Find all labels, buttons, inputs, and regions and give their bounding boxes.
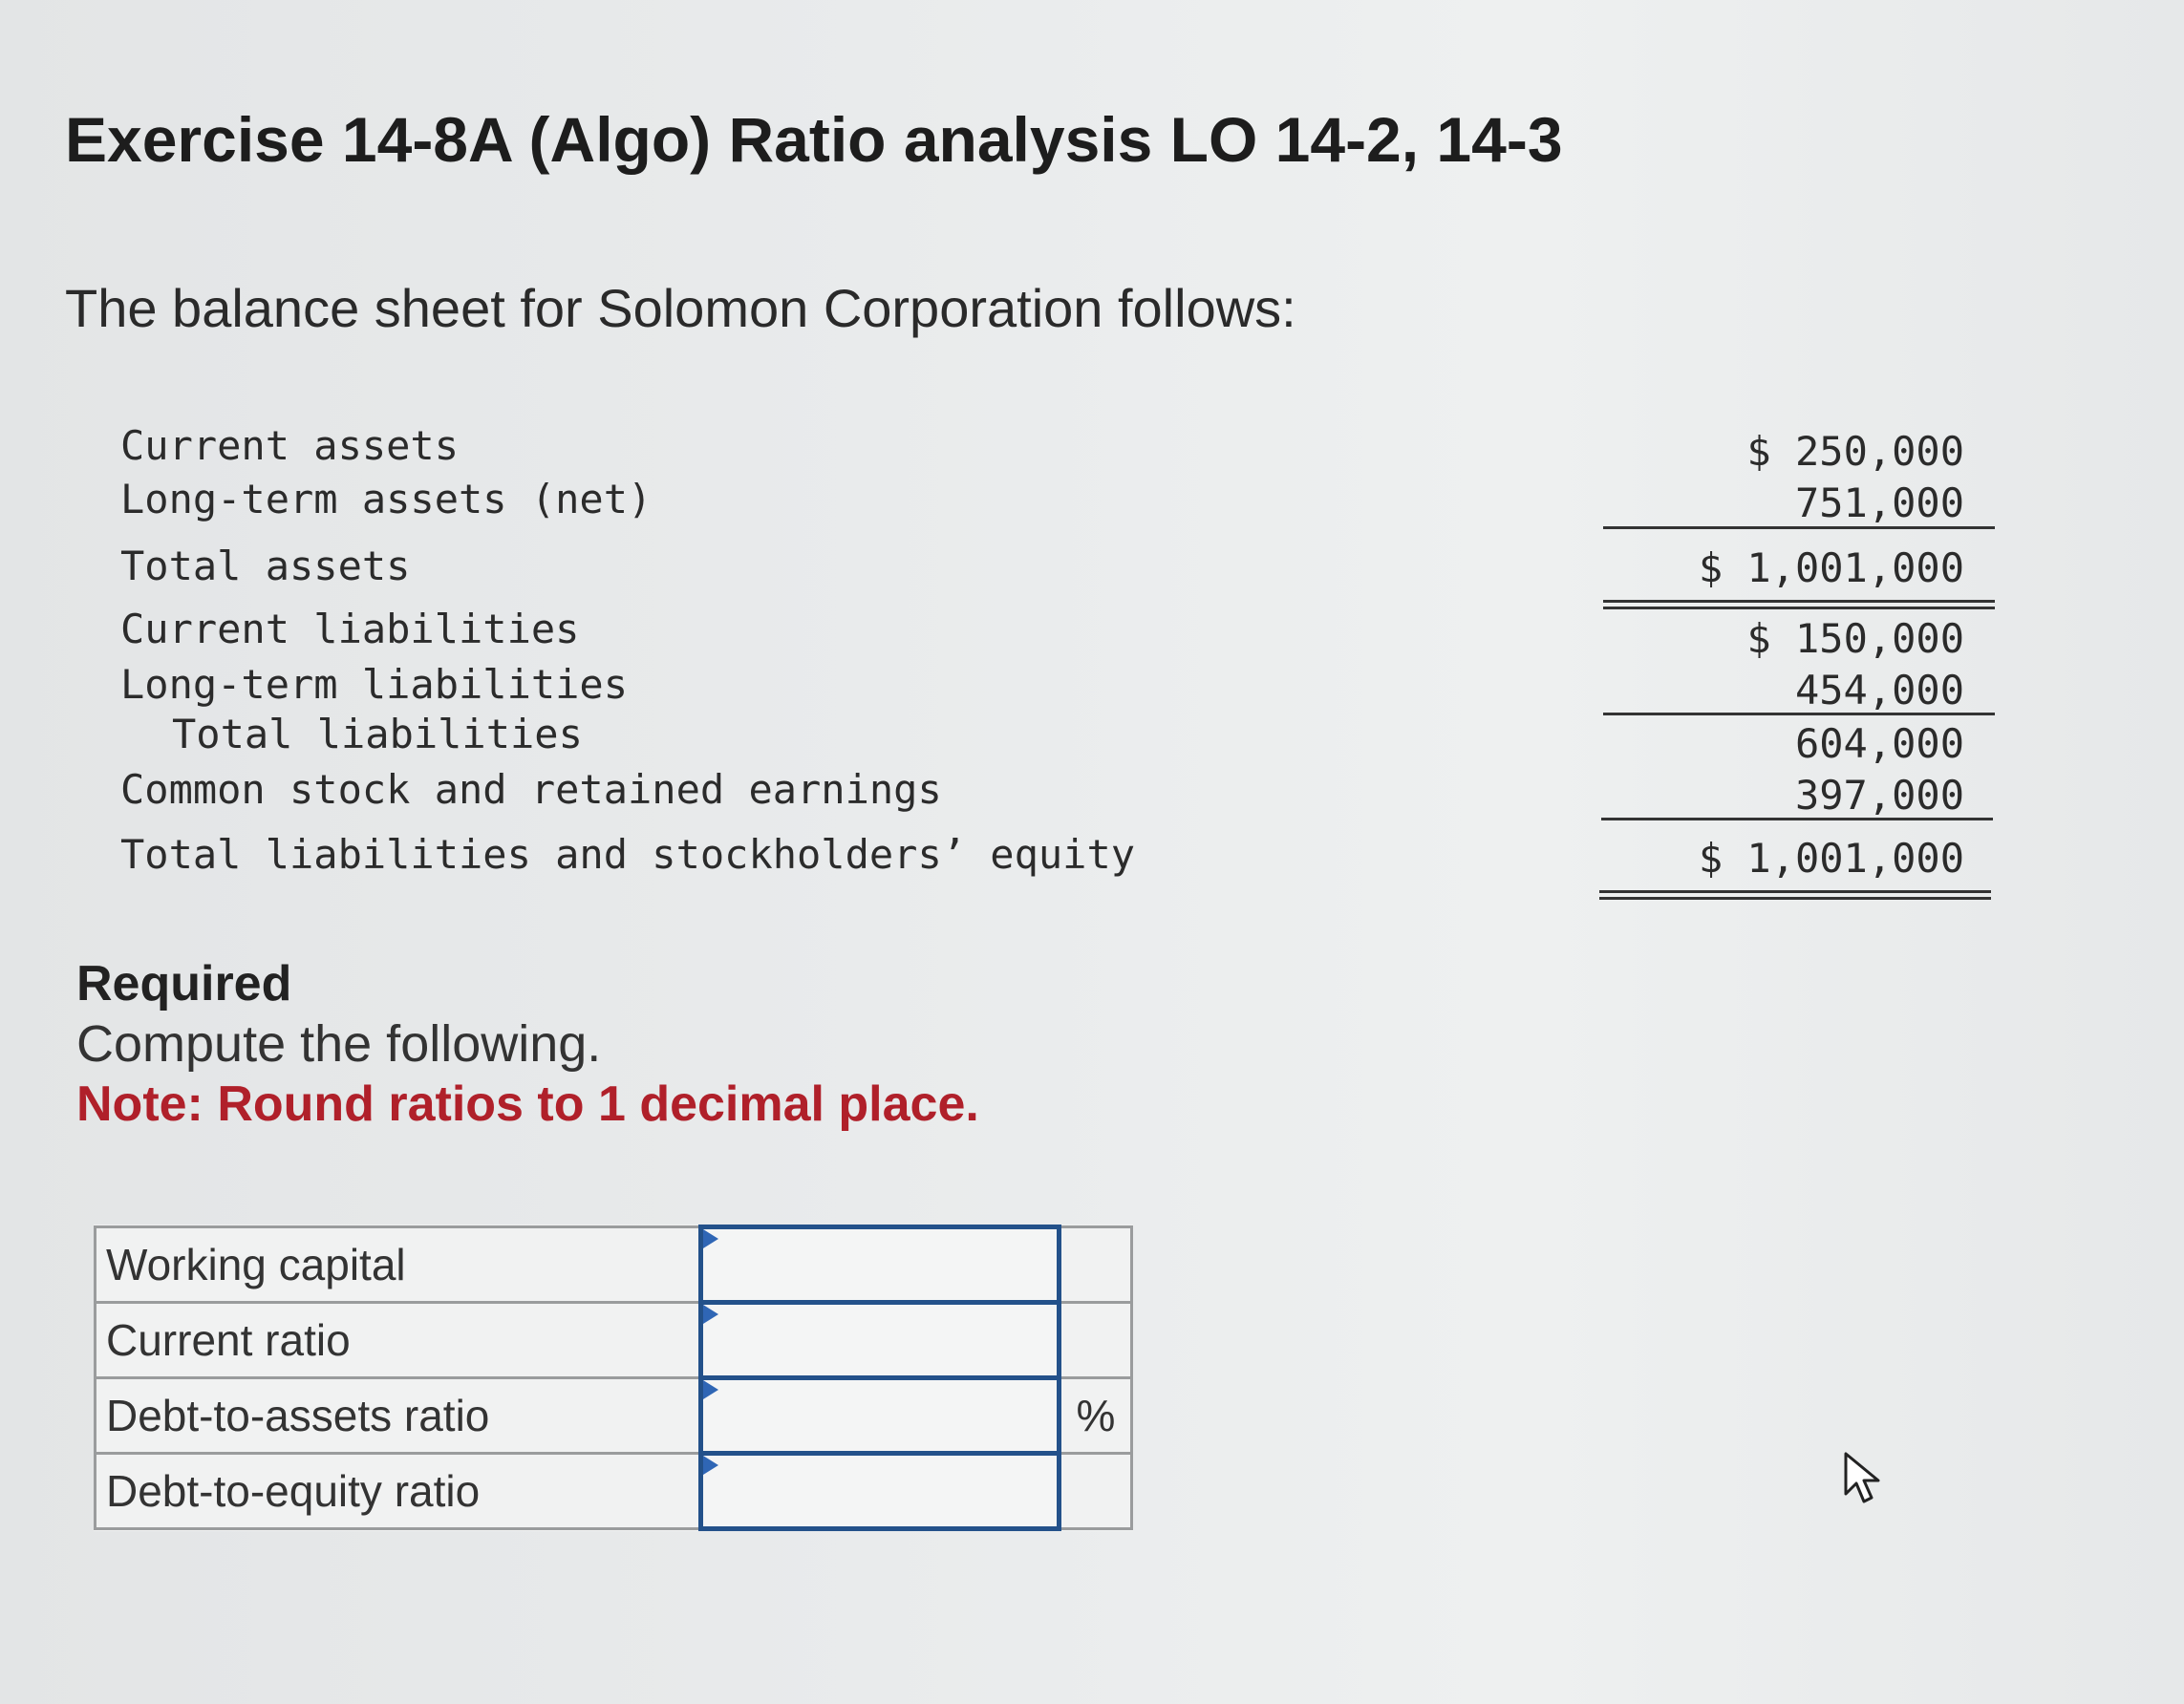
working-capital-input-cell[interactable] (701, 1227, 1060, 1303)
answer-table (94, 1225, 1133, 1531)
unit-cell (1060, 1303, 1132, 1378)
unit-cell (1060, 1454, 1132, 1529)
bs-value-long-term-assets: 751,000 (1794, 479, 1964, 526)
input-flag-icon (703, 1229, 718, 1248)
rounding-note: Note: Round ratios to 1 decimal place. (76, 1076, 979, 1132)
total-double-rule (1603, 600, 1995, 609)
debt-to-equity-input[interactable] (703, 1455, 1060, 1527)
mouse-pointer-icon (1842, 1450, 1890, 1507)
input-flag-icon (703, 1305, 718, 1324)
percent-unit-cell: % (1060, 1378, 1132, 1454)
subtotal-rule (1603, 713, 1995, 715)
debt-to-assets-input[interactable] (703, 1379, 1060, 1452)
bs-value-common-stock: 397,000 (1794, 772, 1964, 819)
bs-value-total-assets: $ 1,001,000 (1698, 544, 1964, 591)
intro-text: The balance sheet for Solomon Corporation follows: (65, 278, 1296, 338)
bs-label-common-stock: Common stock and retained earnings (120, 766, 942, 813)
table-row (96, 1303, 1132, 1378)
required-heading: Required (76, 956, 292, 1012)
row-label-debt-to-assets: Debt-to-assets ratio (96, 1378, 701, 1454)
row-label-current-ratio: Current ratio (96, 1303, 701, 1378)
current-ratio-input-cell[interactable] (701, 1303, 1060, 1378)
debt-to-assets-input-cell[interactable] (701, 1378, 1060, 1454)
input-flag-icon (703, 1380, 718, 1399)
working-capital-input[interactable] (703, 1228, 1060, 1301)
input-flag-icon (703, 1456, 718, 1475)
table-row (96, 1454, 1132, 1529)
bs-value-current-liabilities: $ 150,000 (1746, 615, 1964, 662)
bs-label-current-assets: Current assets (120, 422, 460, 469)
bs-label-long-term-liabilities: Long-term liabilities (120, 661, 629, 708)
bs-label-total-liabilities: Total liabilities (172, 711, 583, 757)
current-ratio-input[interactable] (703, 1304, 1060, 1376)
page-title: Exercise 14-8A (Algo) Ratio analysis LO 14-2, 14-3 (65, 104, 1563, 175)
table-row (96, 1378, 1132, 1454)
row-label-debt-to-equity: Debt-to-equity ratio (96, 1454, 701, 1529)
required-instruction: Compute the following. (76, 1015, 602, 1073)
subtotal-rule (1601, 818, 1993, 820)
unit-cell (1060, 1227, 1132, 1303)
total-double-rule (1599, 890, 1991, 900)
table-row (96, 1227, 1132, 1303)
row-label-working-capital: Working capital (96, 1227, 701, 1303)
bs-value-long-term-liabilities: 454,000 (1794, 667, 1964, 714)
bs-value-current-assets: $ 250,000 (1746, 428, 1964, 475)
bs-label-total-assets: Total assets (120, 543, 411, 589)
debt-to-equity-input-cell[interactable] (701, 1454, 1060, 1529)
bs-value-total-liabilities: 604,000 (1794, 720, 1964, 767)
bs-label-long-term-assets: Long-term assets (net) (120, 476, 653, 522)
bs-value-total-liabilities-equity: $ 1,001,000 (1698, 835, 1964, 882)
bs-label-current-liabilities: Current liabilities (120, 606, 580, 652)
bs-label-total-liabilities-equity: Total liabilities and stockholders’ equity (120, 831, 1136, 878)
subtotal-rule (1603, 526, 1995, 529)
